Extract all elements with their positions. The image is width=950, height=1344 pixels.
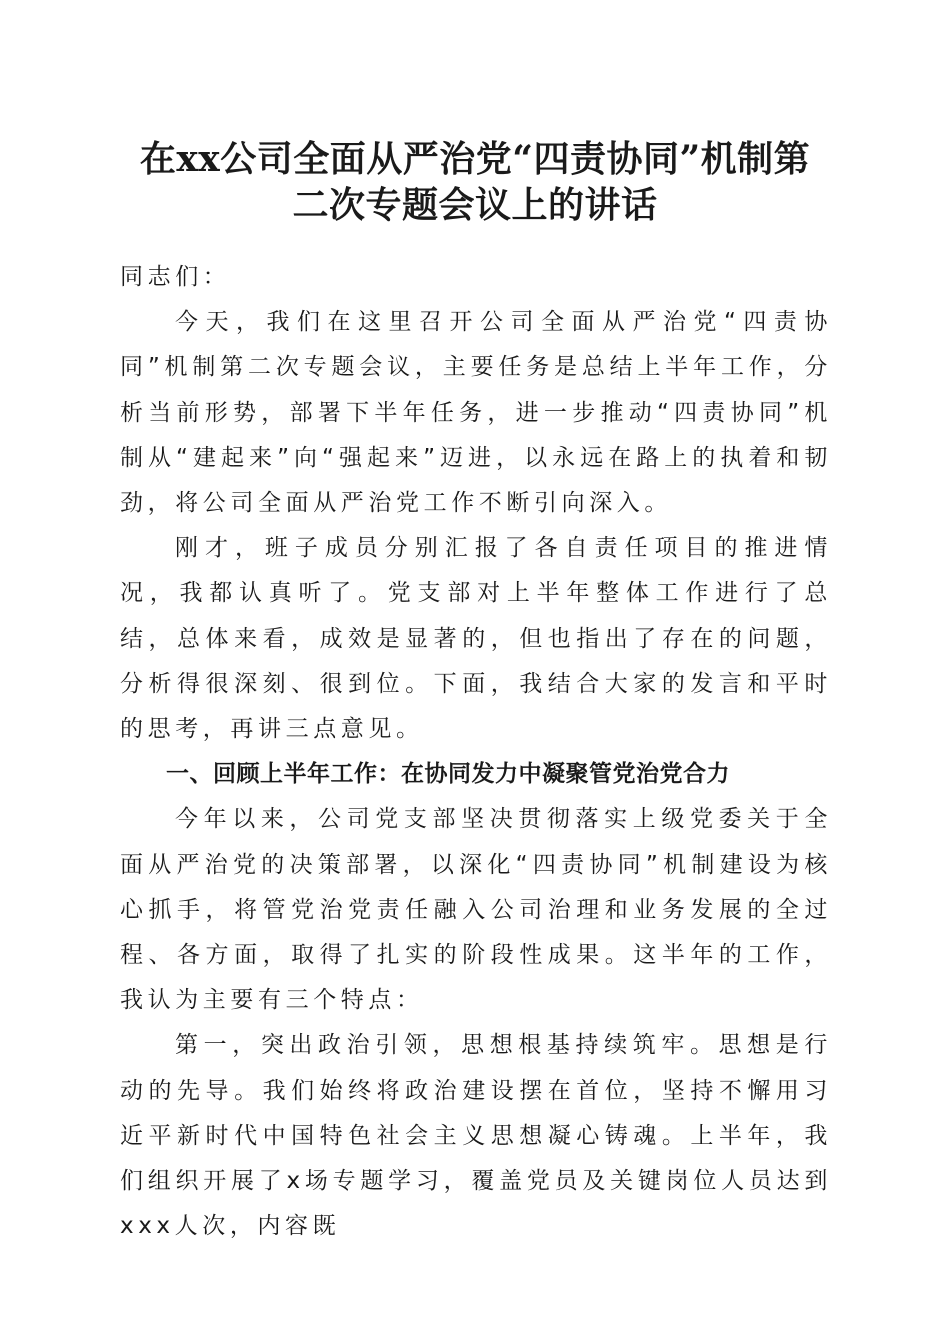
- paragraph-opening: 今天，我们在这里召开公司全面从严治党“四责协同”机制第二次专题会议，主要任务是总结上半年工作，分析当前形势，部署下半年任务，进一步推动“四责协同”机制从“建起来”向“强起来”迈进，以永远在路上的执着和韧劲，将公司全面从严治党工作不断引向深入。: [120, 309, 832, 517]
- document-title: [100, 136, 850, 228]
- paragraph-point-1: 第一，突出政治引领，思想根基持续筑牢。思想是行动的先导。我们始终将政治建设摆在首位，坚持不懈用习近平新时代中国特色社会主义思想凝心铸魂。上半年，我们组织开展了x场专题学习，覆盖党员及关键岗位人员达到xxx人次，内容既: [120, 1032, 832, 1240]
- paragraph-review: 刚才，班子成员分别汇报了各自责任项目的推进情况，我都认真听了。党支部对上半年整体工作进行了总结，总体来看，成效是显著的，但也指出了存在的问题，分析得很深刻、很到位。下面，我结合大家的发言和平时的思考，再讲三点意见。: [120, 535, 832, 743]
- title-line-2: 二次专题会议上的讲话: [292, 184, 658, 226]
- title-line-1: 在xx公司全面从严治党“四责协同”机制第: [139, 138, 811, 180]
- section-heading-1: 一、回顾上半年工作：在协同发力中凝聚管党治党合力: [166, 761, 730, 788]
- document-body: [120, 255, 832, 1249]
- paragraph-summary: 今年以来，公司党支部坚决贯彻落实上级党委关于全面从严治党的决策部署，以深化“四责协同”机制建设为核心抓手，将管党治党责任融入公司治理和业务发展的全过程、各方面，取得了扎实的阶段性成果。这半年的工作，我认为主要有三个特点：: [120, 806, 832, 1014]
- salutation: 同志们：: [120, 264, 231, 290]
